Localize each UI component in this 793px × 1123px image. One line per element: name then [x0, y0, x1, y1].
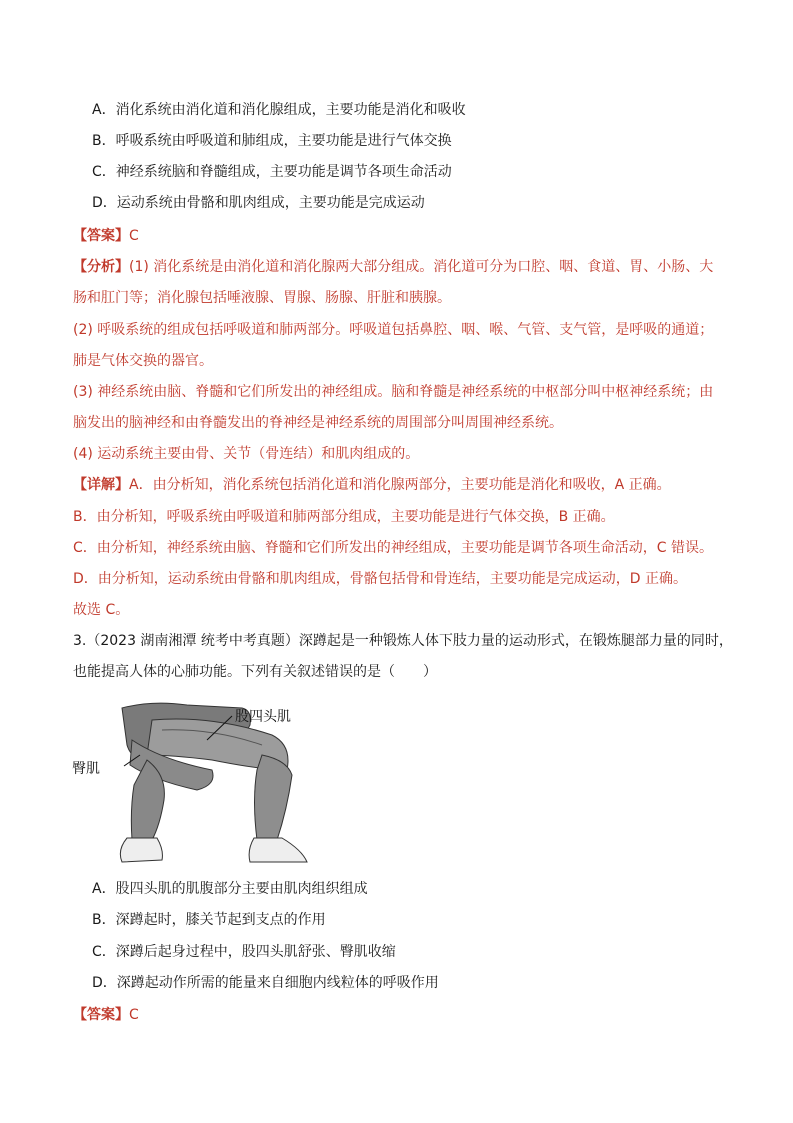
detail-line-1: [73, 475, 671, 495]
detail-line-4: D．由分析知，运动系统由骨骼和肌肉组成，骨骼包括骨和骨连结，主要功能是完成运动，D 正确。: [73, 571, 688, 587]
analysis-line-1: [73, 257, 713, 277]
analysis-tag: 【分析】: [73, 259, 129, 275]
detail-line-3: C．由分析知，神经系统由脑、脊髓和它们所发出的神经组成，主要功能是调节各项生命活动，C 错误。: [73, 540, 713, 556]
q3-option-a: A．股四头肌的肌腹部分主要由肌肉组织组成: [92, 881, 368, 897]
analysis-line-3: (2) 呼吸系统的组成包括呼吸道和肺两部分。呼吸道包括鼻腔、咽、喉、气管、支气管，是呼吸的通道；: [73, 322, 714, 338]
conclusion-line: 故选 C。: [73, 602, 130, 618]
label-quadriceps: 股四头肌: [235, 709, 291, 725]
analysis-line-5: (3) 神经系统由脑、脊髓和它们所发出的神经组成。脑和脊髓是神经系统的中枢部分叫中枢神经系统；由: [73, 384, 714, 400]
squat-figure: [72, 700, 352, 875]
q2-answer-line: [73, 226, 139, 246]
label-gluteus: 臀肌: [72, 761, 100, 777]
q3-stem-line-2: 也能提高人体的心肺功能。下列有关叙述错误的是（ ）: [73, 664, 437, 680]
detail-line-2: B．由分析知，呼吸系统由呼吸道和肺两部分组成，主要功能是进行气体交换，B 正确。: [73, 509, 615, 525]
q2-option-b: B．呼吸系统由呼吸道和肺组成，主要功能是进行气体交换: [92, 133, 452, 149]
q3-stem-line-1: 3.（2023 湖南湘潭 统考中考真题）深蹲起是一种锻炼人体下肢力量的运动形式，在锻炼腿部力量的同时，: [73, 633, 733, 649]
answer-tag: 【答案】: [73, 1007, 129, 1023]
detail-tag: 【详解】: [73, 477, 129, 493]
analysis-line-2: 肠和肛门等；消化腺包括唾液腺、胃腺、肠腺、肝脏和胰腺。: [73, 290, 451, 306]
q2-option-a: A．消化系统由消化道和消化腺组成，主要功能是消化和吸收: [92, 102, 466, 118]
answer-tag: 【答案】: [73, 228, 129, 244]
squat-illustration: [92, 700, 352, 875]
q3-option-c: C．深蹲后起身过程中，股四头肌舒张、臀肌收缩: [92, 944, 396, 960]
answer-value: C: [129, 1007, 139, 1023]
q3-option-d: D．深蹲起动作所需的能量来自细胞内线粒体的呼吸作用: [92, 975, 439, 991]
q3-option-b: B．深蹲起时，膝关节起到支点的作用: [92, 912, 326, 928]
analysis-line-6: 脑发出的脑神经和由脊髓发出的脊神经是神经系统的周围部分叫周围神经系统。: [73, 415, 563, 431]
answer-value: C: [129, 228, 139, 244]
q2-option-d: D．运动系统由骨骼和肌肉组成，主要功能是完成运动: [92, 195, 425, 211]
analysis-text: (1) 消化系统是由消化道和消化腺两大部分组成。消化道可分为口腔、咽、食道、胃、小肠、大: [129, 259, 714, 275]
detail-text: A．由分析知，消化系统包括消化道和消化腺两部分，主要功能是消化和吸收，A 正确。: [129, 477, 671, 493]
analysis-line-4: 肺是气体交换的器官。: [73, 353, 213, 369]
analysis-line-7: (4) 运动系统主要由骨、关节（骨连结）和肌肉组成的。: [73, 446, 420, 462]
q3-answer-line: [73, 1005, 139, 1025]
q2-option-c: C．神经系统脑和脊髓组成，主要功能是调节各项生命活动: [92, 164, 452, 180]
